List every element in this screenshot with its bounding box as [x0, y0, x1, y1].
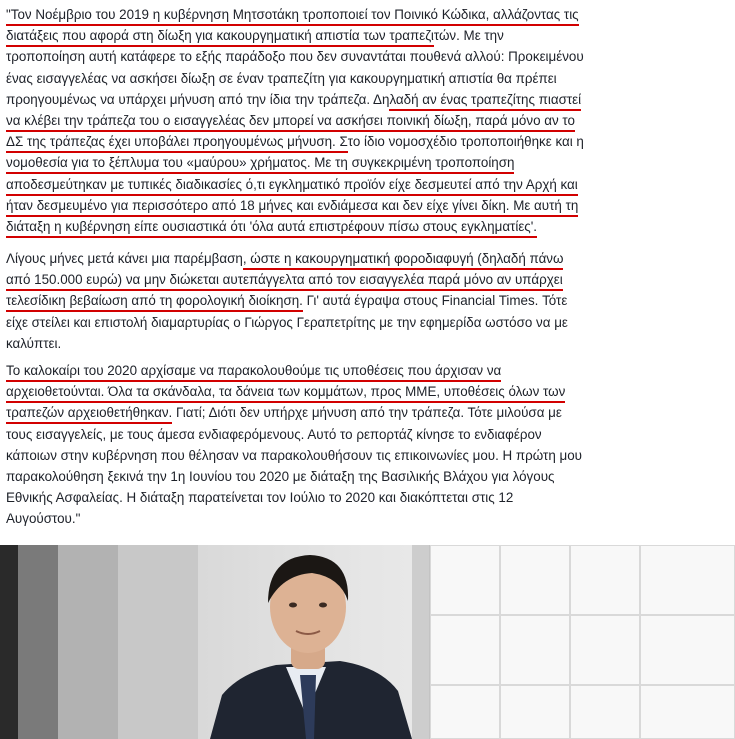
underlined-text: διατάξεις που αφορά στη δίωξη για κακουργηματική απιστία των τραπεζι [6, 28, 434, 47]
man-in-suit-photo [0, 545, 735, 739]
text-line: τροποποίηση αυτή κατάφερε το εξής παράδοξο που δεν συναντάται πουθενά αλλού: Προκειμένου [6, 49, 584, 65]
underlined-text: από 150.000 ευρώ) να μην διώκεται αυτεπάγγελτα από τον εισαγγελέα παρά μόνο αν υπάρχει [6, 272, 563, 291]
underlined-text: , ώστε η κακουργηματική φοροδιαφυγή (δηλαδή πάνω [243, 251, 564, 270]
paragraph-3 [6, 360, 722, 530]
text-line [6, 360, 722, 381]
text-line: προηγουμένως να υπάρχει μήνυση από την ίδια την τράπεζα. Δηλαδή αν ένας τραπεζίτης πιαστεί [6, 89, 722, 110]
text-line [6, 269, 722, 290]
paragraph-2 [6, 248, 722, 354]
paragraph-1 [6, 4, 722, 237]
text-line: είχε στείλει και επιστολή διαμαρτυρίας ο Γιώργος Γεραπετρίτης με την εφημερίδα ωστόσο να με [6, 314, 568, 330]
text-line: τραπεζών αρχειοθετήθηκαν. Γιατί; Διότι δεν υπήρχε μήνυση από την τράπεζα. Τότε μιλούσα με [6, 402, 722, 423]
text-line: καλύπτει. [6, 335, 62, 351]
underlined-text: αρχειοθετούνται. Όλα τα σκάνδαλα, τα δάνεια των κομμάτων, προς ΜΜΕ, υποθέσεις όλων των [6, 384, 565, 403]
underlined-text: τελεσίδικη βεβαίωση από τη φορολογική διοίκηση. [6, 293, 303, 312]
underlined-text: νομοθεσία για το ξέπλυμα του «μαύρου» χρήματος. Με τη συγκεκριμένη τροποποίηση [6, 155, 514, 174]
underlined-text: λαδή αν ένας τραπεζίτης πιαστεί [389, 92, 581, 111]
text-line: "Τον Νοέμβριο του 2019 η κυβέρνηση Μητσοτάκη τροποποιεί τον Ποινικό Κώδικα, αλλάζοντας τις [6, 4, 722, 25]
text-line: ΔΣ της τράπεζας έχει υποβάλει προηγουμένως μήνυση. Στο ίδιο νομοσχέδιο τροποποιήθηκε και η [6, 131, 722, 152]
text-line [6, 381, 722, 402]
text-line: Εθνικής Ασφαλείας. Η διάταξη παρατείνεται τον Ιούλιο το 2020 και διακόπτεται στις 12 [6, 490, 514, 506]
text-line: Λίγους μήνες μετά κάνει μια παρέμβαση, ώστε η κακουργηματική φοροδιαφυγή (δηλαδή πάνω [6, 248, 722, 269]
text-line [6, 216, 722, 237]
text-line: τους εισαγγελείς, με τους άμεσα ενδιαφερόμενους. Αυτό το ρεπορτάζ κίνησε το ενδιαφέρον [6, 426, 542, 442]
underlined-text: ήταν δεσμευμένο για περισσότερο από 18 μήνες και ενδιάμεσα και δεν είχε γίνει δίκη. Με αυτή τη [6, 198, 578, 217]
underlined-text: αποδεσμεύτηκαν με τυπικές διαδικασίες ό,τι εγκληματικό προϊόν είχε δεσμευτεί από την Αρχή και [6, 177, 578, 196]
text-line: διατάξεις που αφορά στη δίωξη για κακουργηματική απιστία των τραπεζιτών. Με την [6, 25, 722, 46]
underlined-text: Το καλοκαίρι του 2020 αρχίσαμε να παρακολουθούμε τις υποθέσεις που άρχισαν να [6, 363, 501, 382]
text-line: τελεσίδικη βεβαίωση από τη φορολογική διοίκηση. Γι' αυτά έγραψα στους Financial Times. Τότε [6, 290, 722, 311]
text-line [6, 174, 722, 195]
underlined-text: τραπεζών αρχειοθετήθηκαν. [6, 405, 172, 424]
text-line [6, 110, 722, 131]
article-photo [0, 545, 735, 739]
underlined-text: ΔΣ της τράπεζας έχει υποβάλει προηγουμένως μήνυση. Σ [6, 134, 348, 153]
text-line [6, 195, 722, 216]
text-line: Αυγούστου." [6, 511, 81, 527]
text-line: παρακολούθηση ξεκινά την 1η Ιουνίου του 2020 με διάταξη της Βασιλικής Βλάχου για λόγους [6, 468, 555, 484]
text-line [6, 152, 722, 173]
text-line: κάποιων στην κυβέρνηση που θέλησαν να παρακολουθήσουν τις επικοινωνίες μου. Η πρώτη μου [6, 447, 582, 463]
underlined-text: διάταξη η κυβέρνηση είπε ουσιαστικά ότι 'όλα αυτά επιστρέφουν πίσω στους εγκληματίες'. [6, 219, 537, 238]
underlined-text: να κλέβει την τράπεζα του ο εισαγγελέας δεν μπορεί να ασκήσει ποινική δίωξη, παρά μόνο αν το [6, 113, 575, 132]
text-line: ένας εισαγγελέας να ασκήσει δίωξη σε έναν τραπεζίτη για κακουργηματική απιστία θα πρέπει [6, 70, 557, 86]
